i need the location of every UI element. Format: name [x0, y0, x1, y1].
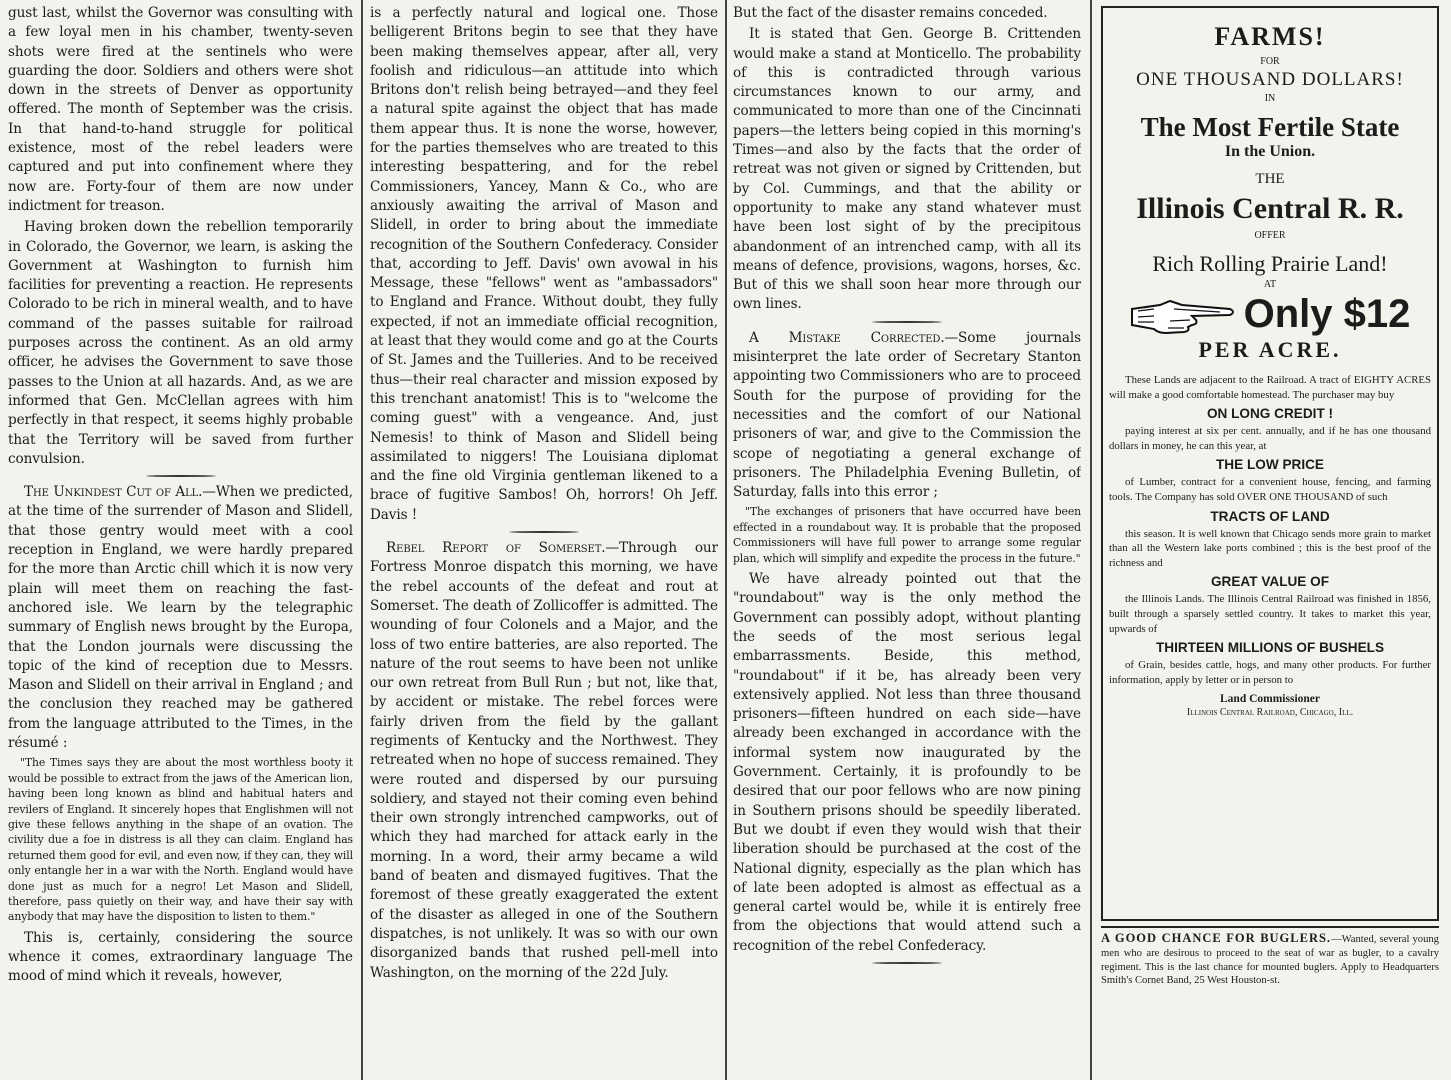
ad-body-text: paying interest at six per cent. annually, and if he has one thousand dollars in money, he can this year, at [1109, 425, 1431, 452]
notice-text: —Wanted, several young men who are desirous to proceed to the seat of war as bugler, to a cavalry regiment. This is the last chance for mounted buglers. Apply to Headquarters Smith's Cornet Band, 25 West Houston-st. [1101, 934, 1439, 987]
quoted-passage: "The Times says they are about the most worthless booty it would be possible to extract from the jaws of the American lion, having been long known as blind and habitual haters and revilers of England. It sincerely hopes that Englishmen will not give these fellows anything in the shape of an ovation. The civility due a foe in distress is all they can claim. England has returned them good for evil, and even now, if they can, they will only entangle her in a war with the North. England would have done just as much for a negro! Let Mason and Slidell, therefore, pass quietly on their way, and have their say with anybody that may have the disposition to listen to them." [8, 756, 353, 924]
section-separator [146, 475, 216, 477]
ad-subheading: TRACTS OF LAND [1210, 508, 1330, 524]
ad-small-word: IN [1264, 93, 1276, 104]
column-rule [725, 0, 727, 1080]
ad-railroad-name: Illinois Central R. R. [1136, 192, 1404, 225]
ad-line: In the Union. [1224, 143, 1316, 160]
article-paragraph [370, 539, 718, 983]
ad-title: FARMS! [1214, 22, 1326, 51]
ad-line: The Most Fertile State [1140, 112, 1400, 142]
article-paragraph: We have already pointed out that the "roundabout" way is the only method the Government can possibly adopt, without planting the seeds of the most serious legal embarrassments. Beside, this method, "roundabout" if it be, has already been very extensively applied. Not less than three thousand prisoners—fifteen hundred on each side—have already been exchanged in accordance with the informal system now inaugurated by the Government. Certainly, it is profoundly to be desired that our poor fellows who are now pining in Southern prisons should be speedily liberated. But we doubt if even they would wish that their liberation should be purchased at the cost of the National dignity, especially as the plan which has of late been adopted is almost as effectual as a general cartel would be, while it is entirely free from the objections that would attend such a recognition of the rebel Confederacy. [733, 571, 1081, 954]
article-text: —Through our Fortress Monroe dispatch this morning, we have the rebel accounts of the defeat and rout at Somerset. The death of Zollicoffer is admitted. The wounding of four Colonels and a Major, and the loss of two entire batteries, are also reported. The nature of the rout seems to have been not unlike our own retreat from Bull Run ; but not, like that, by accident or mistake. The rebel forces were fairly driven from the field by the gallant regiments of Kentucky and the Northwest. They retreated when no hope of success remained. They were routed and dispersed by our pursuing soldiery, and stayed not their coming even behind their own strongly intrenched campworks, out of which they had marched for attack early in the morning. In a word, their army became a wild band of beaten and dismayed fugitives. That the foremost of these greatly exaggerated the extent of the disaster as alleged in one of the Southern dispatches, is not unlikely. It was so with our own disorganized bands that rushed pell-mell into Washington, on the morning of the 22d July. [370, 540, 718, 981]
article-paragraph: is a perfectly natural and logical one. Those belligerent Britons begin to see that they have been making themselves appear, after all, very foolish and ridiculous—an attitude into which Britons don't relish being betrayed—and they feel a natural spite against the object that has made them appear thus. It is none the worse, however, for the parties themselves who are treated to this interesting bespattering, and for the rebel Commissioners, Yancey, Mann & Co., who are anxiously awaiting the arrival of Mason and Slidell, in order to bring about the immediate recognition of the Southern Confederacy. Consider that, according to Jeff. Davis' own avowal in his Message, these "fellows" went as "ambassadors" to England and France. Without doubt, they fully expected, if not an immediate official recognition, at least that they would come and go at the Courts of St. James and the Tuilleries. And to be received thus—their real character and mission exposed by this trenchant anatomist! This is to "welcome the coming guest" with a vengeance. And, just Nemesis! to think of Mason and Slidell being assimilated to niggers! The Louisiana diplomat and the fine old Virginia gentleman likened to a brace of fugitive Sambos! Oh, horrors! Oh Jeff. Davis ! [370, 5, 718, 523]
article-heading: Rebel Report of Somerset. [386, 540, 606, 557]
article-paragraph: But the fact of the disaster remains conceded. [733, 5, 1048, 21]
column-rule [1090, 0, 1092, 1080]
column-3 [733, 4, 1081, 1076]
ad-subheading: THIRTEEN MILLIONS OF BUSHELS [1155, 640, 1385, 656]
pointing-hand-icon [1130, 295, 1238, 335]
ad-small-word: OFFER [1254, 230, 1286, 241]
ad-line: ONE THOUSAND DOLLARS! [1136, 69, 1404, 90]
article-paragraph: gust last, whilst the Governor was consulting with a few loyal men in his chamber, twenty-seven shots were fired at the sentinels who were guarding the door. Soldiers and others were shot down in the streets of Denver as opportunity offered. The month of September was the crisis. In that hand-to-hand struggle for political existence, most of the rebel leaders were captured and put into confinement where they now are. Forty-four of them are now under indictment for treason. [8, 5, 353, 214]
farms-advertisement [1101, 6, 1439, 921]
column-1 [8, 4, 353, 1076]
column-rule [361, 0, 363, 1080]
ad-line: Rich Rolling Prairie Land! [1152, 251, 1388, 276]
ad-small-word: FOR [1260, 56, 1280, 67]
article-paragraph [8, 483, 353, 753]
article-heading: The Unkindest Cut of All. [24, 484, 203, 501]
ad-body-text: of Lumber, contract for a convenient house, fencing, and farming tools. The Company has sold OVER ONE THOUSAND of such [1109, 476, 1431, 503]
section-separator [872, 962, 942, 964]
article-heading: A Mistake Corrected. [749, 329, 945, 346]
ad-subheading: THE LOW PRICE [1216, 457, 1324, 473]
ad-small-word: THE [1255, 171, 1285, 187]
ad-subheading: GREAT VALUE OF [1210, 574, 1330, 590]
price-text: Only $12 [1243, 292, 1411, 336]
ad-line: PER ACRE. [1198, 337, 1342, 362]
article-paragraph: This is, certainly, considering the source whence it comes, extraordinary language The mood of mind which it reveals, however, [8, 929, 353, 985]
ad-body-text: of Grain, besides cattle, hogs, and many other products. For further information, apply by letter or in person to [1109, 659, 1431, 686]
quoted-passage: "The exchanges of prisoners that have occurred have been effected in a roundabout way. It is probable that the proposed Commissioners will have full power to arrange some regular plan, which will simplify and expedite the process in the future." [733, 505, 1081, 565]
price-row [1109, 292, 1431, 337]
ad-signature: Land Commissioner [1220, 693, 1320, 706]
ad-body-text: the Illinois Lands. The Illinois Central Railroad was finished in 1856, built through a sparsely settled country. It takes to market this year, upwards of [1109, 593, 1431, 635]
article-paragraph [733, 329, 1081, 503]
ad-signature-address: Illinois Central Railroad, Chicago, Ill. [1186, 707, 1354, 719]
article-paragraph: It is stated that Gen. George B. Crittenden would make a stand at Monticello. The probability of this is contradicted through various circumstances known to our army, and communicated to more than one of the Cincinnati papers—the letters being copied in this morning's Times—and also by the facts that the order of retreat was not given or signed by Crittenden, but by Col. Cummings, and that the ability or opportunity to make any stand whatever must have been lost sight of by the precipitous abandonment of an intrenched camp, with all its means of defence, provisions, wagons, horses, &c. But of this we shall soon hear more through our own lines. [733, 26, 1081, 313]
ad-small-word: AT [1263, 279, 1277, 290]
article-text: —Some journals misinterpret the late order of Secretary Stanton appointing two Commissioners who are to proceed South for the purpose of providing for the necessities and the comfort of our National prisoners of war, and give to the Commission the scope of negotiating a general exchange of prisoners. The Philadelphia Evening Bulletin, of Saturday, falls into this error ; [733, 329, 1081, 501]
section-separator [509, 531, 579, 533]
article-text: —When we predicted, at the time of the surrender of Mason and Slidell, that those gentry would meet with a cool reception in England, we were hardly prepared for the more than Arctic chill which it is now very plain will meet them on reaching the fast-anchored isle. We learn by the telegraphic summary of English news brought by the Europa, that the London journals were discussing the topic of the kind of reception due to Messrs. Mason and Slidell on their arrival in England ; and the conclusion they reached may be gathered from the language attributed to the Times, in the résumé : [8, 484, 353, 751]
article-paragraph: Having broken down the rebellion temporarily in Colorado, the Governor, we learn, is asking the Government at Washington to furnish him facilities for preventing a reaction. He represents Colorado to be rich in mineral wealth, and to have command of the passes suitable for railroad purposes across the continent. As an old army officer, he advises the Government to save those passes to the Union at all hazards. And, as we are informed that Gen. McClellan agrees with him perfectly in that respect, it seems highly probable that the Territory will be saved from further convulsion. [8, 219, 353, 467]
ad-body-text: this season. It is well known that Chicago sends more grain to market than all the Western lake ports combined ; this is the best proof of the richness and [1109, 527, 1431, 569]
ad-subheading: ON LONG CREDIT ! [1206, 406, 1334, 422]
notice-heading: A GOOD CHANCE FOR BUGLERS. [1101, 931, 1332, 945]
buglers-notice [1101, 926, 1439, 988]
column-2 [370, 4, 718, 1076]
ad-body-text: These Lands are adjacent to the Railroad. A tract of EIGHTY ACRES will make a good comfortable homestead. The purchaser may buy [1109, 374, 1431, 401]
section-separator [872, 321, 942, 323]
